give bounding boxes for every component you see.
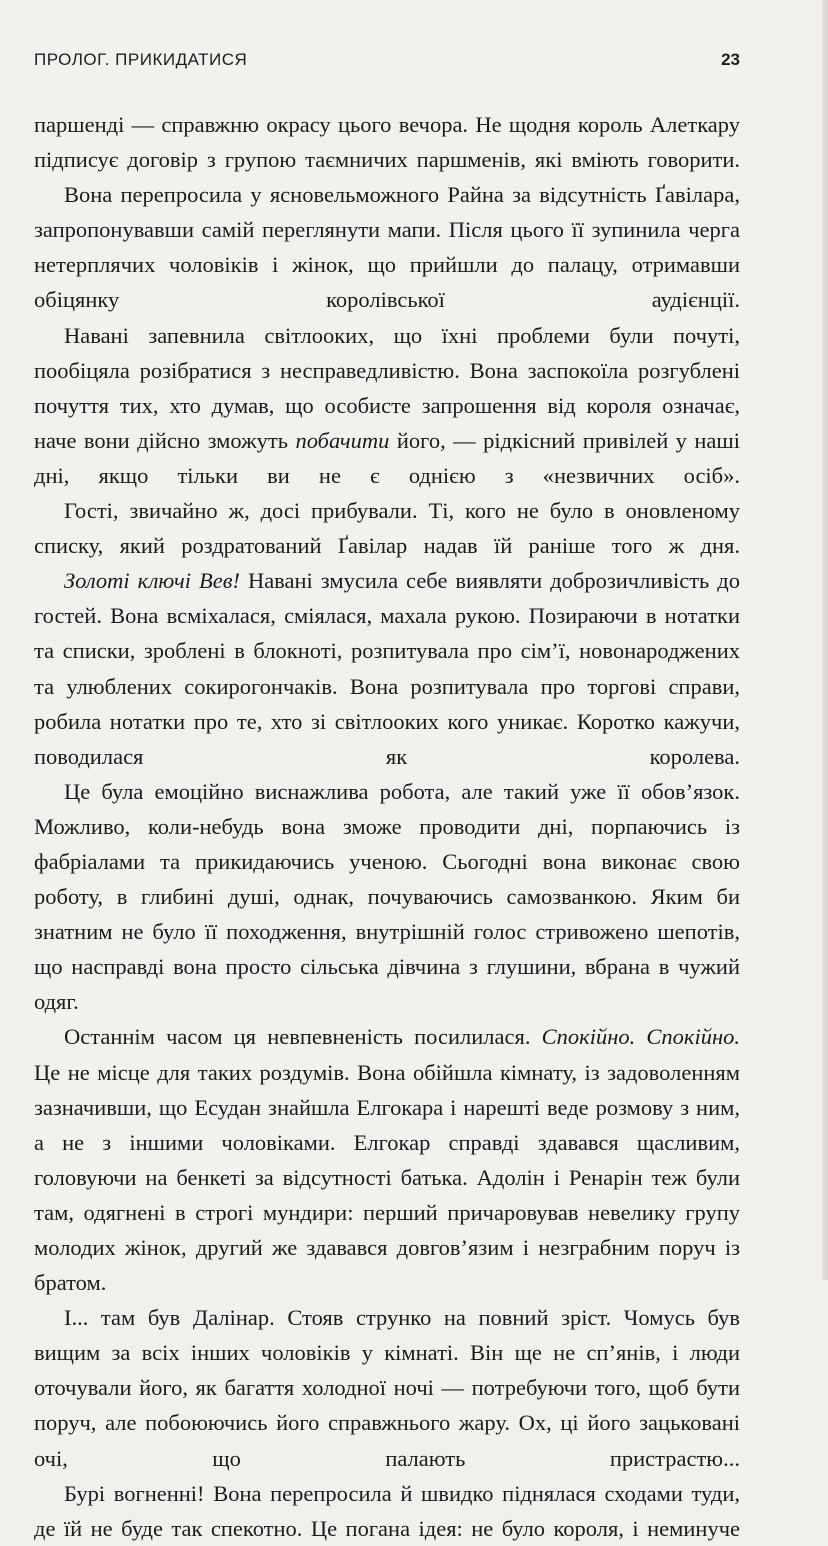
paragraph-9 bbox=[34, 1476, 740, 1546]
paragraph-5 bbox=[34, 563, 740, 774]
paragraph-7 bbox=[34, 1019, 740, 1300]
paragraph-6 bbox=[34, 774, 740, 1020]
paragraph-1 bbox=[34, 107, 740, 177]
paragraph-3-italic: побачити bbox=[295, 427, 390, 453]
paragraph-3 bbox=[34, 318, 740, 493]
paragraph-8-text: І... там був Далінар. Стояв струнко на повний зріст. Чомусь був вищим за всіх інших чоловіків у кімнаті. Він ще не сп’янів, і люди оточували його, як багаття холодної ночі — потребуючи того, щоб бути поруч, але побоюючись його справжнього жару. Ох, ці його зацьковані очі, що палають пристрастю... bbox=[34, 1305, 740, 1471]
paragraph-3-text-a: Навані запевнила світлооких, що їхні проблеми були почуті, пообіцяла розібратися з несправедливістю. Вона заспокоїла розгублені почуття тих, хто думав, що особисте запрошення від короля означає, наче вони дійсно зможуть bbox=[34, 322, 740, 453]
page-body bbox=[34, 107, 740, 1546]
paragraph-4 bbox=[34, 493, 740, 563]
running-head: ПРОЛОГ. ПРИКИДАТИСЯ bbox=[34, 50, 248, 69]
paragraph-7-text-a: Останнім часом ця невпевненість посилилася. bbox=[64, 1024, 542, 1050]
paragraph-5-text: Навані змусила себе виявляти доброзичливість до гостей. Вона всміхалася, сміялася, махала рукою. Позираючи в нотатки та списки, зроблені в блокноті, розпитувала про сім’ї, новонароджених та улюблених сокирогончаків. Вона розпитувала про торгові справи, робила нотатки про те, хто зі світлооких кого уникає. Коротко кажучи, поводилася як королева. bbox=[34, 568, 740, 769]
page-edge bbox=[822, 0, 828, 1280]
paragraph-3-text-b: його, — рідкісний привілей у наші дні, якщо тільки ви не є однією з «незвичних осіб». bbox=[34, 427, 740, 488]
page-number: 23 bbox=[721, 50, 740, 69]
page-header bbox=[34, 50, 740, 80]
paragraph-2 bbox=[34, 177, 740, 317]
paragraph-4-text: Гості, звичайно ж, досі прибували. Ті, кого не було в оновленому списку, який роздратований Ґавілар надав їй раніше того ж дня. bbox=[34, 498, 740, 559]
paragraph-7-text-b: Це не місце для таких роздумів. Вона обійшла кімнату, із задоволенням зазначивши, що Есудан знайшла Елгокара і нарешті веде розмову з ним, а не з іншими чоловіками. Елгокар справді здавався щасливим, головуючи на бенкеті за відсутності батька. Адолін і Ренарін теж були там, одягнені в строгі мундири: перший причаровував невелику групу молодих жінок, другий же здавався довгов’язим і незграбним поруч із братом. bbox=[34, 1059, 740, 1296]
paragraph-8 bbox=[34, 1300, 740, 1475]
paragraph-9-text: Бурі вогненні! Вона перепросила й швидко піднялася сходами туди, де їй не буде так спекотно. Це погана ідея: не було короля, і неминуче bbox=[34, 1480, 740, 1541]
paragraph-2-text: Вона перепросила у ясновельможного Райна за відсутність Ґавілара, запропонувавши самій переглянути мапи. Після цього її зупинила черга нетерплячих чоловіків і жінок, що прийшли до палацу, отримавши обіцянку королівської аудієнції. bbox=[34, 182, 740, 313]
paragraph-6-text: Це була емоційно виснажлива робота, але такий уже її обов’язок. Можливо, коли-небудь вона зможе проводити дні, порпаючись із фабріалами та прикидаючись ученою. Сьогодні вона виконає свою роботу, в глибині душі, однак, почуваючись самозванкою. Яким би знатним не було її походження, внутрішній голос стривожено шепотів, що насправді вона просто сільська дівчина з глушини, вбрана в чужий одяг. bbox=[34, 778, 740, 1015]
paragraph-5-italic: Золоті ключі Вев! bbox=[64, 568, 240, 594]
paragraph-1-text: паршенді — справжню окрасу цього вечора. Не щодня король Алеткару підписує договір з групою таємничих паршменів, які вміють говорити. bbox=[34, 112, 740, 173]
paragraph-7-italic: Спокійно. Спокійно. bbox=[541, 1024, 740, 1050]
